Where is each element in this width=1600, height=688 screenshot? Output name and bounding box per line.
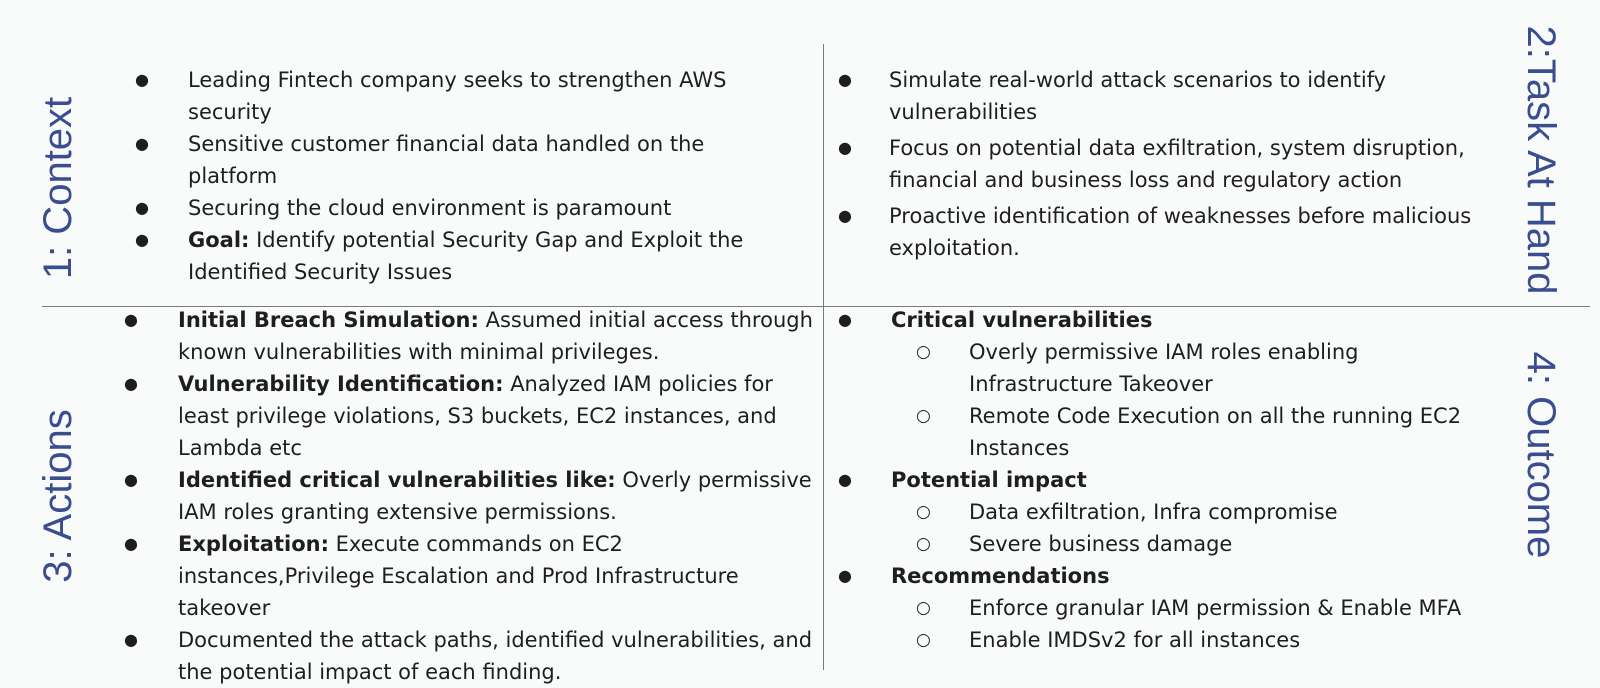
bullet-icon: ● xyxy=(838,138,852,157)
bullet-icon: ● xyxy=(124,374,138,393)
actions-item-text: Overly permissive IAM roles granting extensive permissions. xyxy=(178,468,812,524)
outcome-sublist xyxy=(916,336,1488,464)
list-item xyxy=(135,192,755,224)
bullet-icon: ● xyxy=(838,70,852,89)
context-item-text: Identify potential Security Gap and Exploit the Identified Security Issues xyxy=(188,228,744,284)
bullet-icon: ● xyxy=(838,310,852,329)
sub-list-item xyxy=(916,496,1488,528)
sub-list-item xyxy=(916,528,1488,560)
outcome-sublist xyxy=(916,496,1488,560)
circle-bullet-icon: ○ xyxy=(916,502,931,522)
circle-bullet-icon: ○ xyxy=(916,406,931,426)
circle-bullet-icon: ○ xyxy=(916,342,931,362)
actions-item-text: Assumed initial access through known vulnerabilities with minimal privileges. xyxy=(178,308,813,364)
bullet-icon: ● xyxy=(838,470,852,489)
context-item-text: Leading Fintech company seeks to strengthen AWS security xyxy=(188,68,727,124)
actions-item-label: Exploitation: xyxy=(178,532,329,556)
list-item xyxy=(838,132,1486,196)
outcome-sub-text: Severe business damage xyxy=(969,532,1233,556)
sub-list-item xyxy=(916,592,1488,624)
outcome-group-label: Critical vulnerabilities xyxy=(891,308,1153,332)
context-item-text: Sensitive customer financial data handled on the platform xyxy=(188,132,705,188)
sub-list-item xyxy=(916,624,1488,656)
outcome-list xyxy=(838,304,1488,656)
actions-item-label: Vulnerability Identification: xyxy=(178,372,504,396)
bullet-icon: ● xyxy=(838,566,852,585)
actions-item-text: Analyzed IAM policies for least privilege violations, S3 buckets, EC2 instances, and Lambda etc xyxy=(178,372,777,460)
context-item-label: Goal: xyxy=(188,228,250,252)
list-item xyxy=(838,304,1488,464)
bullet-icon: ● xyxy=(135,198,149,217)
actions-item-label: Initial Breach Simulation: xyxy=(178,308,479,332)
context-list xyxy=(135,64,755,288)
context-item-text: Securing the cloud environment is paramount xyxy=(188,196,672,220)
outcome-sub-text: Data exfiltration, Infra compromise xyxy=(969,500,1338,524)
task-title: 2:Task At Hand xyxy=(1519,25,1563,295)
list-item xyxy=(838,64,1486,128)
actions-item-label: Identified critical vulnerabilities like: xyxy=(178,468,616,492)
bullet-icon: ● xyxy=(124,470,138,489)
list-item xyxy=(124,528,814,624)
bullet-icon: ● xyxy=(135,230,149,249)
outcome-group-label: Potential impact xyxy=(891,468,1087,492)
list-item xyxy=(838,560,1488,656)
actions-title: 3: Actions xyxy=(36,409,80,583)
actions-item-text: Documented the attack paths, identified vulnerabilities, and the potential impact of each finding. xyxy=(178,628,813,684)
outcome-sub-text: Enable IMDSv2 for all instances xyxy=(969,628,1301,652)
outcome-sub-text: Overly permissive IAM roles enabling Infrastructure Takeover xyxy=(969,340,1359,396)
vertical-divider xyxy=(823,44,824,670)
bullet-icon: ● xyxy=(124,310,138,329)
actions-item-text: Execute commands on EC2 instances,Privilege Escalation and Prod Infrastructure takeover xyxy=(178,532,739,620)
bullet-icon: ● xyxy=(124,630,138,649)
bullet-icon: ● xyxy=(135,134,149,153)
outcome-group-label: Recommendations xyxy=(891,564,1110,588)
list-item xyxy=(124,464,814,528)
circle-bullet-icon: ○ xyxy=(916,630,931,650)
list-item xyxy=(124,624,814,688)
outcome-sub-text: Enforce granular IAM permission & Enable MFA xyxy=(969,596,1462,620)
list-item xyxy=(135,128,755,192)
bullet-icon: ● xyxy=(135,70,149,89)
list-item xyxy=(838,464,1488,560)
circle-bullet-icon: ○ xyxy=(916,534,931,554)
list-item xyxy=(135,64,755,128)
task-item-text: Proactive identification of weaknesses before malicious exploitation. xyxy=(889,204,1472,260)
task-item-text: Focus on potential data exfiltration, system disruption, financial and business loss and regulatory action xyxy=(889,136,1465,192)
outcome-sublist xyxy=(916,592,1488,656)
actions-list xyxy=(124,304,814,688)
bullet-icon: ● xyxy=(124,534,138,553)
outcome-sub-text: Remote Code Execution on all the running EC2 Instances xyxy=(969,404,1462,460)
list-item xyxy=(135,224,755,288)
context-title: 1: Context xyxy=(36,96,80,280)
outcome-title: 4: Outcome xyxy=(1519,351,1563,559)
task-item-text: Simulate real-world attack scenarios to identify vulnerabilities xyxy=(889,68,1387,124)
bullet-icon: ● xyxy=(838,206,852,225)
sub-list-item xyxy=(916,336,1488,400)
list-item xyxy=(124,304,814,368)
list-item xyxy=(838,200,1486,264)
list-item xyxy=(124,368,814,464)
circle-bullet-icon: ○ xyxy=(916,598,931,618)
sub-list-item xyxy=(916,400,1488,464)
task-list xyxy=(838,64,1486,264)
